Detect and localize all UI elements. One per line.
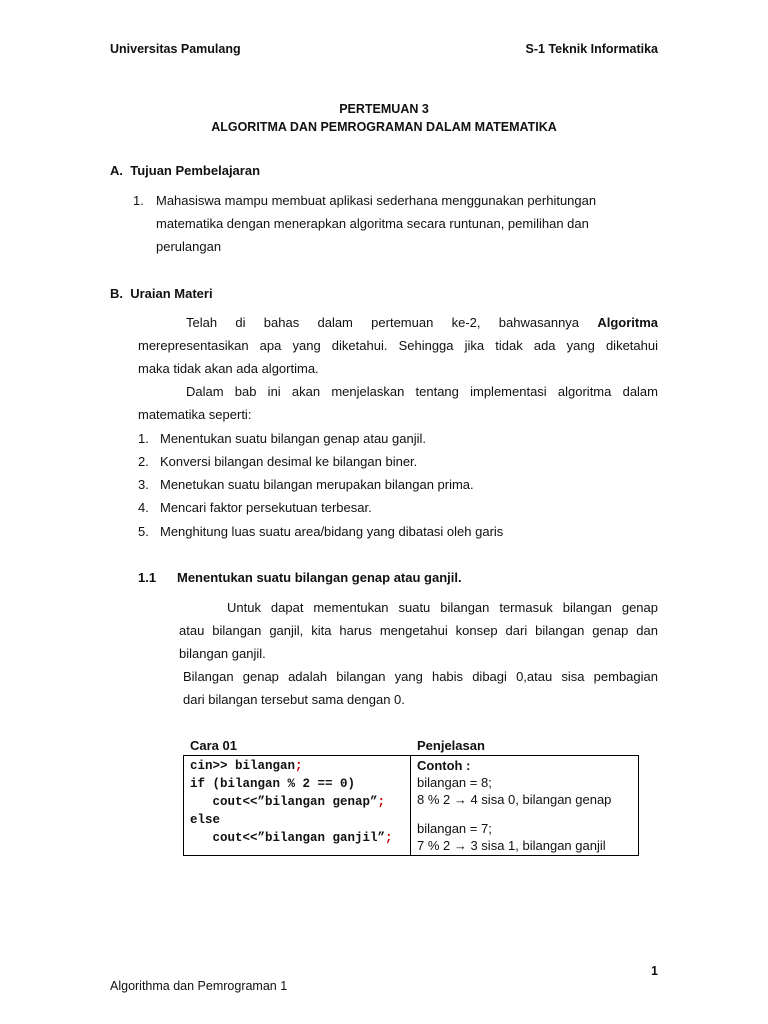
list-item: Menentukan suatu bilangan genap atau ganjil. bbox=[160, 431, 426, 446]
explanation-cell bbox=[411, 756, 639, 856]
paragraph-line bbox=[186, 311, 658, 334]
list-number: 1. bbox=[138, 431, 149, 446]
list-item: Menghitung luas suatu area/bidang yang dibatasi oleh garis bbox=[160, 524, 504, 539]
code-line bbox=[190, 757, 404, 775]
paragraph-line: matematika seperti: bbox=[138, 407, 252, 422]
footer-course: Algorithma dan Pemrograman 1 bbox=[110, 979, 288, 993]
subsection-number: 1.1 bbox=[138, 570, 157, 585]
list-item: Mencari faktor persekutuan terbesar. bbox=[160, 500, 372, 515]
chapter-title: ALGORITMA DAN PEMROGRAMAN DALAM MATEMATIKA bbox=[211, 120, 557, 134]
list-number: 2. bbox=[138, 454, 149, 469]
paragraph-text: Telah di bahas dalam pertemuan ke-2, bahwasannya bbox=[186, 315, 598, 330]
algoritma-term: Algoritma bbox=[597, 315, 658, 330]
example-line: bilangan = 7; bbox=[417, 821, 492, 836]
code-line bbox=[190, 793, 404, 811]
list-item: Konversi bilangan desimal ke bilangan biner. bbox=[160, 454, 418, 469]
paragraph-line: bilangan ganjil. bbox=[179, 646, 266, 661]
meeting-title: PERTEMUAN 3 bbox=[339, 102, 429, 116]
code-line bbox=[190, 829, 404, 847]
section-b-heading: B. Uraian Materi bbox=[110, 286, 213, 301]
objective-line: matematika dengan menerapkan algoritma secara runtunan, pemilihan dan bbox=[156, 216, 589, 231]
header-university: Universitas Pamulang bbox=[110, 42, 241, 56]
example-line: 8 % 2 → 4 sisa 0, bilangan genap bbox=[417, 792, 612, 807]
header-program: S-1 Teknik Informatika bbox=[525, 42, 658, 56]
code-semicolon: ; bbox=[295, 759, 303, 773]
paragraph-line: maka tidak akan ada algortima. bbox=[138, 361, 319, 376]
subsection-title: Menentukan suatu bilangan genap atau ganjil. bbox=[177, 570, 462, 585]
paragraph-line: dari bilangan tersebut sama dengan 0. bbox=[183, 692, 405, 707]
paragraph-line: atau bilangan ganjil, kita harus mengetahui konsep dari bilangan genap dan bbox=[179, 623, 658, 638]
list-number: 5. bbox=[138, 524, 149, 539]
page-number: 1 bbox=[651, 964, 658, 978]
example-title: Contoh : bbox=[417, 758, 471, 773]
paragraph-line: merepresentasikan apa yang diketahui. Sehingga jika tidak ada yang diketahui bbox=[138, 338, 658, 353]
table-head-penjelasan: Penjelasan bbox=[417, 738, 485, 753]
code-line: else bbox=[190, 813, 221, 827]
code-text: cout<<”bilangan genap” bbox=[190, 795, 378, 809]
table-row bbox=[184, 756, 639, 856]
example-line: 7 % 2 → 3 sisa 1, bilangan ganjil bbox=[417, 838, 606, 853]
example-line: bilangan = 8; bbox=[417, 775, 492, 790]
list-number: 4. bbox=[138, 500, 149, 515]
paragraph-line: Bilangan genap adalah bilangan yang habis dibagi 0,atau sisa pembagian bbox=[183, 669, 658, 684]
code-table bbox=[183, 755, 639, 856]
example-spacer bbox=[417, 808, 632, 820]
code-text: cout<<”bilangan ganjil” bbox=[190, 831, 386, 845]
code-cell bbox=[184, 756, 411, 856]
objective-line: perulangan bbox=[156, 239, 222, 254]
code-text: cin>> bilangan bbox=[190, 759, 296, 773]
code-semicolon: ; bbox=[385, 831, 393, 845]
section-a-heading: A. Tujuan Pembelajaran bbox=[110, 163, 261, 178]
paragraph-line: Dalam bab ini akan menjelaskan tentang implementasi algoritma dalam bbox=[186, 384, 658, 399]
table-head-cara: Cara 01 bbox=[190, 738, 237, 753]
code-line: if (bilangan % 2 == 0) bbox=[190, 777, 356, 791]
objective-line: Mahasiswa mampu membuat aplikasi sederhana menggunakan perhitungan bbox=[156, 193, 597, 208]
list-item: Menetukan suatu bilangan merupakan bilangan prima. bbox=[160, 477, 474, 492]
objective-number: 1. bbox=[133, 193, 144, 208]
code-semicolon: ; bbox=[377, 795, 386, 809]
paragraph-line: Untuk dapat mementukan suatu bilangan termasuk bilangan genap bbox=[227, 600, 658, 615]
list-number: 3. bbox=[138, 477, 149, 492]
